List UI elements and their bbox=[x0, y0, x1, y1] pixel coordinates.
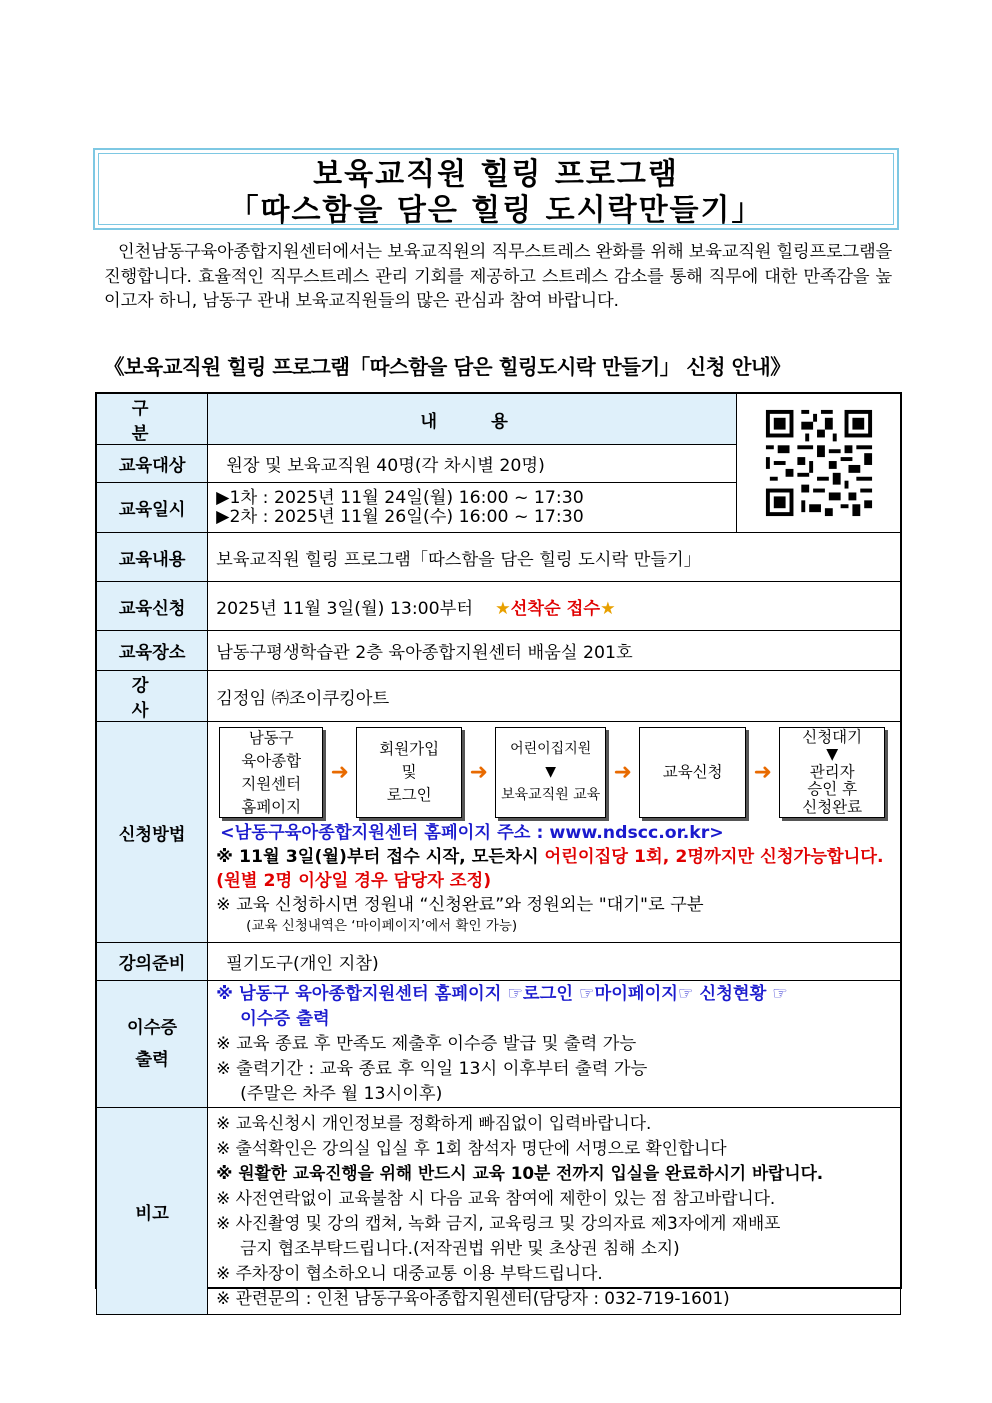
step-approval: 신청대기 ▼ 관리자 승인 후 신청완료 bbox=[779, 727, 885, 818]
remarks-value bbox=[208, 1108, 901, 1315]
title-line-1: 보육교직원 힐링 프로그램 bbox=[313, 157, 679, 192]
arrow-icon: ➜ bbox=[330, 760, 349, 785]
remark-6: ※ 주차장이 협소하오니 대중교통 이용 부탁드립니다. bbox=[216, 1263, 603, 1283]
star-icon: ★ bbox=[495, 598, 511, 619]
place-label: 교육장소 bbox=[97, 631, 208, 671]
remark-5b: 금지 협조부탁드립니다.(저작권법 위반 및 초상권 침해 소지) bbox=[240, 1238, 680, 1258]
remark-5: ※ 사진촬영 및 강의 캡쳐, 녹화 금지, 교육링크 및 강의자료 제3자에게 재배포 bbox=[216, 1213, 781, 1233]
prep-row bbox=[97, 943, 901, 981]
arrow-icon: ➜ bbox=[469, 760, 488, 785]
guide-title: 《보육교직원 힐링 프로그램「따스함을 담은 힐링도시락 만들기」 신청 안내》 bbox=[104, 355, 791, 379]
prep-value: 필기도구(개인 지참) bbox=[208, 943, 901, 981]
arrow-icon: ➜ bbox=[613, 760, 632, 785]
intro-text: 인천남동구육아종합지원센터에서는 보육교직원의 직무스트레스 완화를 위해 보육교직원 힐링프로그램을 진행합니다. 효율적인 직무스트레스 관리 기회를 제공하고 스트레스 감소를 통해 직무에 대한 만족감을 높이고자 하니, 남동구 관내 보육교직원들의 많은 관심과 참여 바랍니다. bbox=[104, 242, 892, 311]
title-line-2: 「따스함을 담은 힐링 도시락만들기」 bbox=[228, 193, 764, 228]
method-value bbox=[208, 722, 901, 943]
prep-label: 강의준비 bbox=[97, 943, 208, 981]
table-header-row bbox=[97, 394, 901, 445]
remarks-label: 비고 bbox=[97, 1108, 208, 1315]
remark-1: ※ 교육신청시 개인정보를 정확하게 빠짐없이 입력바랍니다. bbox=[216, 1113, 652, 1133]
remarks-row bbox=[97, 1108, 901, 1315]
first-come-note: 선착순 접수 bbox=[510, 598, 601, 619]
schedule-value bbox=[208, 483, 737, 533]
star-icon: ★ bbox=[600, 598, 616, 619]
apply-value bbox=[208, 582, 901, 631]
content-row bbox=[97, 533, 901, 582]
homepage-url: <남동구육아종합지원센터 홈페이지 주소 : www.ndscc.or.kr> bbox=[220, 823, 724, 843]
qr-cell bbox=[737, 394, 901, 533]
step-apply: 교육신청 bbox=[639, 727, 746, 818]
method-note-3: (교육 신청내역은 ‘마이페이지’에서 확인 가능) bbox=[246, 918, 518, 934]
apply-label: 교육신청 bbox=[97, 582, 208, 631]
remark-4: ※ 사전연락없이 교육불참 시 다음 교육 참여에 제한이 있는 점 참고바랍니다. bbox=[216, 1188, 776, 1208]
content-value: 보육교직원 힐링 프로그램「따스함을 담은 힐링 도시락 만들기」 bbox=[208, 533, 901, 582]
cert-line-2: ※ 교육 종료 후 만족도 제출후 이수증 발급 및 출력 가능 bbox=[216, 1033, 637, 1054]
cert-value bbox=[208, 981, 901, 1108]
apply-row bbox=[97, 582, 901, 631]
instructor-row bbox=[97, 671, 901, 722]
remark-2: ※ 출석확인은 강의실 입실 후 1회 참석자 명단에 서명으로 확인합니다 bbox=[216, 1138, 727, 1158]
target-value: 원장 및 보육교직원 40명(각 차시별 20명) bbox=[208, 445, 737, 483]
step-daycare-support: 어린이집지원 ▼ 보육교직원 교육 bbox=[495, 727, 606, 818]
instructor-label: 강 사 bbox=[97, 671, 208, 722]
cert-label: 이수증 출력 bbox=[97, 981, 208, 1108]
qr-code-icon bbox=[762, 406, 876, 520]
content-label: 교육내용 bbox=[97, 533, 208, 582]
method-label: 신청방법 bbox=[97, 722, 208, 943]
header-category: 구 분 bbox=[97, 394, 208, 445]
schedule-label: 교육일시 bbox=[97, 483, 208, 533]
method-note-1: ※ 11월 3일(월)부터 접수 시작, 모든차시 어린이집당 1회, 2명까지만 신청가능합니다.(원별 2명 이상일 경우 담당자 조정) bbox=[216, 847, 884, 891]
step-login: 회원가입 및 로그인 bbox=[356, 727, 462, 818]
remark-7: ※ 관련문의 : 인천 남동구육아종합지원센터(담당자 : 032-719-1601) bbox=[216, 1288, 730, 1308]
method-note-2: ※ 교육 신청하시면 정원내 “신청완료”와 정원외는 "대기"로 구분 bbox=[216, 895, 704, 915]
schedule-session-1: ▶1차 : 2025년 11월 24일(월) 16:00 ~ 17:30 bbox=[216, 487, 584, 508]
instructor-value: 김정임 ㈜조이쿠킹아트 bbox=[208, 671, 901, 722]
remark-3: ※ 원활한 교육진행을 위해 반드시 교육 10분 전까지 입실을 완료하시기 바랍니다. bbox=[216, 1163, 824, 1183]
cert-line-1b: 이수증 출력 bbox=[240, 1008, 330, 1029]
apply-flow bbox=[219, 727, 900, 818]
cert-line-4: (주말은 차주 월 13시이후) bbox=[240, 1083, 443, 1104]
title-box bbox=[93, 148, 899, 230]
place-row bbox=[97, 631, 901, 671]
cert-line-3: ※ 출력기간 : 교육 종료 후 익일 13시 이후부터 출력 가능 bbox=[216, 1058, 648, 1079]
method-row bbox=[97, 722, 901, 943]
title-inner bbox=[98, 153, 894, 228]
cert-row bbox=[97, 981, 901, 1108]
info-table bbox=[96, 393, 901, 1315]
place-value: 남동구평생학습관 2층 육아종합지원센터 배움실 201호 bbox=[208, 631, 901, 671]
target-label: 교육대상 bbox=[97, 445, 208, 483]
arrow-icon: ➜ bbox=[753, 760, 772, 785]
schedule-session-2: ▶2차 : 2025년 11월 26일(수) 16:00 ~ 17:30 bbox=[216, 506, 584, 527]
apply-date: 2025년 11월 3일(월) 13:00부터 bbox=[216, 598, 474, 619]
step-homepage: 남동구 육아종합 지원센터 홈페이지 bbox=[219, 727, 323, 818]
header-content: 내 용 bbox=[208, 394, 737, 445]
cert-line-1: ※ 남동구 육아종합지원센터 홈페이지 ☞로그인 ☞마이페이지☞ 신청현황 ☞ bbox=[216, 983, 788, 1004]
intro-paragraph bbox=[104, 240, 892, 314]
